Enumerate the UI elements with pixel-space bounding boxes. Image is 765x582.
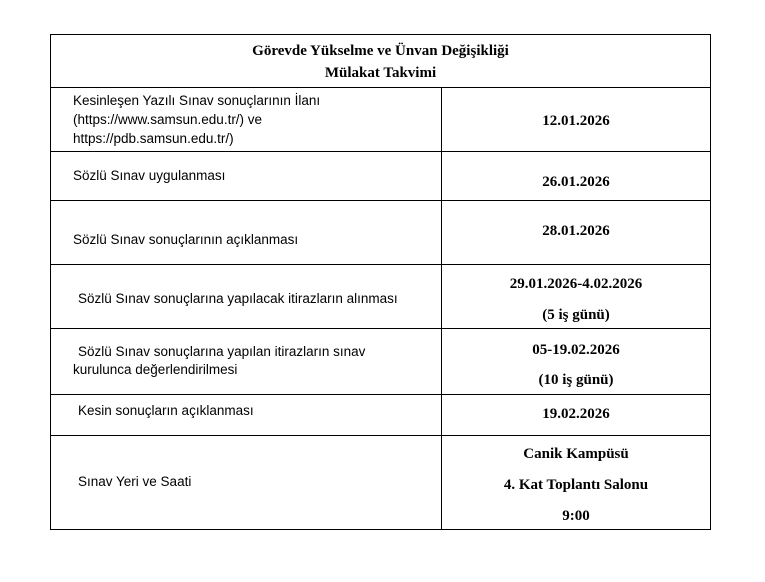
row-date — [442, 88, 710, 151]
row-date-text: 26.01.2026 — [542, 174, 610, 190]
table-row — [51, 436, 710, 529]
row-label-text: kurulunca değerlendirilmesi — [73, 362, 238, 377]
table-row — [51, 152, 710, 201]
row-label — [51, 265, 442, 328]
table-title — [51, 35, 710, 88]
row-date — [442, 265, 710, 328]
table-row — [51, 201, 710, 265]
row-date — [442, 329, 710, 394]
table-row — [51, 395, 710, 436]
row-location — [442, 436, 710, 529]
location-room: 4. Kat Toplantı Salonu — [503, 477, 649, 493]
title-line-1: Görevde Yükselme ve Ünvan Değişikliği — [252, 43, 509, 59]
row-label-text: (https://www.samsun.edu.tr/) ve — [73, 112, 263, 127]
row-date-text: 29.01.2026-4.02.2026 — [509, 276, 643, 292]
row-label-text: Kesinleşen Yazılı Sınav sonuçlarının İlanı — [73, 93, 321, 108]
row-date — [442, 395, 710, 435]
row-label-text: Sözlü Sınav sonuçlarının açıklanması — [73, 232, 299, 247]
row-date-note: (10 iş günü) — [538, 372, 614, 388]
table-row — [51, 265, 710, 329]
row-date-text: 28.01.2026 — [542, 223, 610, 239]
row-label — [51, 395, 442, 435]
row-date-text: 05-19.02.2026 — [532, 342, 620, 358]
row-date-text: 19.02.2026 — [542, 406, 610, 422]
row-label-text: Kesin sonuçların açıklanması — [78, 403, 254, 418]
title-line-2: Mülakat Takvimi — [324, 65, 437, 81]
row-date-text: 12.01.2026 — [542, 113, 610, 129]
row-label-text: Sözlü Sınav sonuçlarına yapılacak itirazların alınması — [78, 291, 398, 306]
table-row — [51, 329, 710, 395]
row-label — [51, 88, 442, 151]
row-date — [442, 152, 710, 200]
row-date-note: (5 iş günü) — [542, 307, 610, 323]
row-label — [51, 329, 442, 394]
table-row — [51, 88, 710, 152]
row-label-text: Sınav Yeri ve Saati — [78, 474, 192, 489]
schedule-table — [50, 34, 711, 530]
location-campus: Canik Kampüsü — [523, 446, 629, 462]
row-label — [51, 152, 442, 200]
row-label — [51, 436, 442, 529]
row-label-text: Sözlü Sınav sonuçlarına yapılan itirazların sınav — [78, 344, 366, 359]
row-date — [442, 201, 710, 264]
row-label-text: Sözlü Sınav uygulanması — [73, 168, 226, 183]
row-label-text: https://pdb.samsun.edu.tr/) — [73, 131, 234, 146]
exam-time: 9:00 — [562, 508, 590, 524]
row-label — [51, 201, 442, 264]
